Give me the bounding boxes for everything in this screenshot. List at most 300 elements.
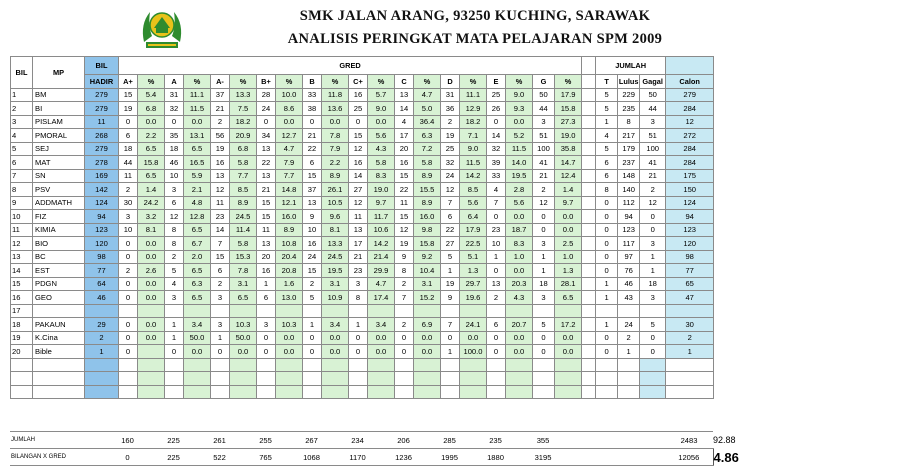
grade-count: 19 <box>395 237 414 251</box>
empty-cell <box>506 372 533 386</box>
grade-count <box>349 304 368 318</box>
row-number: 5 <box>11 142 33 156</box>
grade-percent: 15.2 <box>414 291 441 305</box>
grade-percent: 0.0 <box>555 345 582 359</box>
empty-cell <box>640 385 666 399</box>
grade-percent: 5.6 <box>460 196 487 210</box>
total-gagal: 0 <box>640 210 666 224</box>
total-lulus: 97 <box>618 250 640 264</box>
grade-percent: 10.9 <box>322 291 349 305</box>
grade-percent: 11.5 <box>184 102 211 116</box>
total-calon: 150 <box>666 183 714 197</box>
empty-cell <box>322 372 349 386</box>
blank-cell <box>582 196 596 210</box>
bil-hadir-value: 98 <box>85 250 119 264</box>
grade-col-header: D <box>441 75 460 89</box>
grade-percent: 0.0 <box>184 115 211 129</box>
grade-percent: 0.0 <box>368 115 395 129</box>
grade-count: 19 <box>119 102 138 116</box>
grade-count <box>487 304 506 318</box>
grade-percent <box>322 304 349 318</box>
grade-count: 7 <box>441 318 460 332</box>
total-gagal: 12 <box>640 196 666 210</box>
total-t: 6 <box>596 169 618 183</box>
grade-percent: 28.1 <box>555 277 582 291</box>
subject-row <box>11 156 714 170</box>
report-subtitle: ANALISIS PERINGKAT MATA PELAJARAN SPM 2009 <box>287 31 663 47</box>
empty-cell <box>666 358 714 372</box>
row-number: 6 <box>11 156 33 170</box>
grade-total: 234 <box>348 432 367 449</box>
total-gagal: 21 <box>640 169 666 183</box>
grade-percent: 17.9 <box>460 223 487 237</box>
grade-count: 10 <box>165 169 184 183</box>
blank-cell <box>582 318 596 332</box>
total-lulus: 148 <box>618 169 640 183</box>
grade-count: 13 <box>303 196 322 210</box>
grade-percent: 5.7 <box>368 88 395 102</box>
total-t: 0 <box>596 345 618 359</box>
grade-percent: 9.0 <box>368 102 395 116</box>
empty-cell <box>555 385 582 399</box>
empty-cell <box>533 385 555 399</box>
total-gagal: 1 <box>640 250 666 264</box>
blank-cell <box>582 291 596 305</box>
total-calon: 175 <box>666 169 714 183</box>
grade-percent: 10.3 <box>276 318 303 332</box>
grade-count: 6 <box>303 156 322 170</box>
col-bil-hadir-header-top: BIL <box>85 57 119 75</box>
grade-percent: 0.0 <box>322 115 349 129</box>
calon-header-top <box>666 57 714 75</box>
empty-cell <box>414 358 441 372</box>
grade-col-header: % <box>460 75 487 89</box>
spacer-cell <box>617 432 639 449</box>
bil-hadir-value: 29 <box>85 318 119 332</box>
grade-count: 3 <box>211 318 230 332</box>
grade-percent: 8.9 <box>414 169 441 183</box>
subject-row <box>11 142 714 156</box>
spacer-cell <box>229 449 256 466</box>
grade-count: 7 <box>395 291 414 305</box>
grade-percent: 2.5 <box>555 237 582 251</box>
grade-percent: 24.1 <box>460 318 487 332</box>
grade-percent: 4.7 <box>414 88 441 102</box>
grade-count: 3 <box>165 291 184 305</box>
grade-count: 22 <box>441 223 460 237</box>
grade-count: 21 <box>257 183 276 197</box>
grade-percent: 0.0 <box>138 115 165 129</box>
grade-col-header: B <box>303 75 322 89</box>
empty-cell <box>487 385 506 399</box>
grade-count: 2 <box>119 183 138 197</box>
grade-count: 0 <box>257 115 276 129</box>
grade-count: 56 <box>211 129 230 143</box>
grade-count: 22 <box>303 142 322 156</box>
grade-col-header: % <box>322 75 349 89</box>
grade-percent <box>276 304 303 318</box>
grade-percent: 9.0 <box>460 142 487 156</box>
grade-percent: 2.0 <box>184 250 211 264</box>
grade-count: 5 <box>303 291 322 305</box>
grade-percent <box>138 304 165 318</box>
grade-percent: 14.2 <box>368 237 395 251</box>
spacer-cell <box>581 449 595 466</box>
grade-percent: 0.0 <box>276 331 303 345</box>
grade-percent: 7.8 <box>230 264 257 278</box>
grade-count: 16 <box>257 264 276 278</box>
grade-count: 20 <box>395 142 414 156</box>
grade-count: 15 <box>303 169 322 183</box>
grade-count: 16 <box>211 156 230 170</box>
grade-total: 1880 <box>486 449 505 466</box>
empty-cell <box>395 358 414 372</box>
total-gagal: 0 <box>640 345 666 359</box>
grade-percent: 0.0 <box>184 345 211 359</box>
empty-cell <box>618 358 640 372</box>
blank-cell <box>582 183 596 197</box>
spacer-cell <box>229 432 256 449</box>
grade-percent: 8.5 <box>460 183 487 197</box>
grade-percent: 19.5 <box>322 264 349 278</box>
total-t: 0 <box>596 223 618 237</box>
grade-count: 16 <box>303 237 322 251</box>
total-gagal: 5 <box>640 318 666 332</box>
spacer-cell <box>137 449 164 466</box>
spacer-cell <box>581 432 595 449</box>
grade-percent: 6.3 <box>414 129 441 143</box>
grade-count: 8 <box>349 291 368 305</box>
grade-count: 14 <box>395 102 414 116</box>
grade-count: 2 <box>211 277 230 291</box>
grade-percent: 8.6 <box>276 102 303 116</box>
spacer-cell <box>321 432 348 449</box>
grade-count: 7 <box>487 196 506 210</box>
grade-percent: 36.4 <box>414 115 441 129</box>
blank-cell <box>582 277 596 291</box>
empty-cell <box>395 385 414 399</box>
empty-cell <box>11 372 33 386</box>
grade-percent: 2.6 <box>138 264 165 278</box>
grade-count: 8 <box>165 237 184 251</box>
grade-count: 21 <box>349 250 368 264</box>
grade-percent: 20.7 <box>506 318 533 332</box>
report-header <box>0 0 910 55</box>
empty-cell <box>211 372 230 386</box>
total-lulus <box>618 304 640 318</box>
total-gagal: 3 <box>640 237 666 251</box>
grade-analysis-table <box>10 56 714 399</box>
blank-cell <box>582 115 596 129</box>
empty-row <box>11 372 714 386</box>
grade-count: 51 <box>533 129 555 143</box>
subject-name: BI <box>33 102 85 116</box>
total-calon: 123 <box>666 223 714 237</box>
grade-count: 7 <box>441 196 460 210</box>
subject-row <box>11 129 714 143</box>
grade-count: 19 <box>441 277 460 291</box>
grade-percent: 5.8 <box>230 237 257 251</box>
grade-count: 8 <box>395 264 414 278</box>
grade-percent: 15.5 <box>414 183 441 197</box>
total-t: 4 <box>596 129 618 143</box>
empty-cell <box>119 385 138 399</box>
bil-hadir-value: 268 <box>85 129 119 143</box>
spacer-cell <box>275 449 302 466</box>
empty-cell <box>368 385 395 399</box>
grade-percent: 0.0 <box>138 291 165 305</box>
grade-count: 6 <box>487 318 506 332</box>
grade-total: 225 <box>164 432 183 449</box>
grade-count: 18 <box>119 142 138 156</box>
grade-percent: 13.6 <box>322 102 349 116</box>
grade-percent: 8.3 <box>506 237 533 251</box>
grade-count: 12 <box>349 142 368 156</box>
grade-count: 12 <box>533 196 555 210</box>
col-bil-header: BIL <box>11 57 33 89</box>
grade-count: 15 <box>395 210 414 224</box>
bil-hadir-value: 279 <box>85 142 119 156</box>
grade-percent: 24.5 <box>230 210 257 224</box>
grade-count: 1 <box>349 318 368 332</box>
grade-count: 6 <box>119 129 138 143</box>
grade-percent: 0.0 <box>138 318 165 332</box>
total-calon: 2 <box>666 331 714 345</box>
grade-percent: 1.6 <box>276 277 303 291</box>
grade-count: 31 <box>165 88 184 102</box>
grade-total: 261 <box>210 432 229 449</box>
empty-cell <box>582 385 596 399</box>
grade-percent: 6.8 <box>138 102 165 116</box>
grade-col-header: A+ <box>119 75 138 89</box>
spacer-cell <box>413 432 440 449</box>
grade-percent: 0.0 <box>506 345 533 359</box>
blank-cell <box>582 102 596 116</box>
empty-cell <box>618 372 640 386</box>
empty-cell <box>368 372 395 386</box>
spacer-cell <box>639 449 665 466</box>
total-lulus: 2 <box>618 331 640 345</box>
bil-hadir-value: 120 <box>85 237 119 251</box>
empty-cell <box>368 358 395 372</box>
grade-total: 267 <box>302 432 321 449</box>
total-t: 0 <box>596 196 618 210</box>
grade-percent: 9.2 <box>414 250 441 264</box>
grade-percent: 12.8 <box>184 210 211 224</box>
total-calon: 94 <box>666 210 714 224</box>
grade-percent: 0.0 <box>322 331 349 345</box>
grade-percent: 16.5 <box>184 156 211 170</box>
row-number: 10 <box>11 210 33 224</box>
grade-count: 10 <box>119 223 138 237</box>
total-gagal: 1 <box>640 264 666 278</box>
grade-count: 0 <box>533 331 555 345</box>
grade-percent: 2.2 <box>138 129 165 143</box>
grade-count: 27 <box>349 183 368 197</box>
grade-count: 0 <box>349 345 368 359</box>
blank-cell <box>582 223 596 237</box>
grade-percent: 0.0 <box>414 345 441 359</box>
grade-count: 1 <box>533 250 555 264</box>
grade-total: 0 <box>118 449 137 466</box>
grade-count: 39 <box>487 156 506 170</box>
grade-percent: 5.6 <box>506 196 533 210</box>
subject-row <box>11 237 714 251</box>
total-calon: 284 <box>666 142 714 156</box>
gred-header: GRED <box>119 57 582 75</box>
blank-cell <box>582 304 596 318</box>
grade-percent: 1.0 <box>506 250 533 264</box>
grade-percent: 6.5 <box>555 291 582 305</box>
grade-percent: 0.0 <box>138 331 165 345</box>
grade-percent: 8.9 <box>230 196 257 210</box>
row-number: 20 <box>11 345 33 359</box>
empty-cell <box>257 372 276 386</box>
grade-count: 0 <box>119 331 138 345</box>
grade-count: 0 <box>487 264 506 278</box>
spacer-cell <box>459 449 486 466</box>
grade-count: 4 <box>165 277 184 291</box>
grade-count: 9 <box>395 250 414 264</box>
grade-count: 12 <box>349 196 368 210</box>
empty-cell <box>460 385 487 399</box>
empty-cell <box>618 385 640 399</box>
grade-count: 1 <box>441 345 460 359</box>
grade-percent: 20.8 <box>276 264 303 278</box>
grade-percent: 14.7 <box>555 156 582 170</box>
grade-percent: 0.0 <box>506 264 533 278</box>
grade-percent: 24.2 <box>138 196 165 210</box>
grade-percent <box>230 304 257 318</box>
grade-total: 160 <box>118 432 137 449</box>
grade-count: 16 <box>349 88 368 102</box>
grade-count: 2 <box>303 277 322 291</box>
grade-count: 24 <box>303 250 322 264</box>
grade-total: 235 <box>486 432 505 449</box>
grade-count: 27 <box>441 237 460 251</box>
bil-hadir-value: 279 <box>85 102 119 116</box>
row-number: 19 <box>11 331 33 345</box>
grade-count: 15 <box>211 250 230 264</box>
grade-count: 0 <box>303 345 322 359</box>
grade-percent: 6.5 <box>138 169 165 183</box>
empty-cell <box>11 358 33 372</box>
grade-count: 11 <box>349 210 368 224</box>
empty-cell <box>138 385 165 399</box>
grade-percent: 3.4 <box>368 318 395 332</box>
grade-percent: 7.2 <box>414 142 441 156</box>
subject-name: PSV <box>33 183 85 197</box>
grade-percent: 9.6 <box>322 210 349 224</box>
grade-count: 12 <box>395 223 414 237</box>
blank-cell <box>582 264 596 278</box>
grade-count: 34 <box>257 129 276 143</box>
empty-cell <box>303 385 322 399</box>
subject-name: PISLAM <box>33 115 85 129</box>
row-number: 18 <box>11 318 33 332</box>
grade-count: 0 <box>257 345 276 359</box>
grade-percent: 10.0 <box>276 88 303 102</box>
grade-count: 0 <box>487 115 506 129</box>
total-t: 5 <box>596 88 618 102</box>
grade-count: 9 <box>441 291 460 305</box>
school-title: SMK JALAN ARANG, 93250 KUCHING, SARAWAK <box>299 8 651 24</box>
grade-percent: 27.3 <box>555 115 582 129</box>
blank-cell <box>582 250 596 264</box>
grade-count: 19 <box>211 142 230 156</box>
grade-percent: 5.8 <box>414 156 441 170</box>
calon-total: 12056 <box>665 449 713 466</box>
grade-percent: 14.0 <box>506 156 533 170</box>
grade-percent: 13.3 <box>322 237 349 251</box>
grade-total: 1995 <box>440 449 459 466</box>
empty-cell <box>138 372 165 386</box>
empty-cell <box>230 358 257 372</box>
grade-percent: 9.0 <box>506 88 533 102</box>
grade-percent: 0.0 <box>276 345 303 359</box>
grade-percent: 0.0 <box>555 210 582 224</box>
bil-hadir-value: 2 <box>85 331 119 345</box>
subject-name: SN <box>33 169 85 183</box>
empty-cell <box>582 358 596 372</box>
grade-percent <box>555 304 582 318</box>
grade-count <box>165 304 184 318</box>
grade-count: 22 <box>395 183 414 197</box>
grade-count: 2 <box>487 291 506 305</box>
grade-total: 285 <box>440 432 459 449</box>
grade-percent: 0.0 <box>506 210 533 224</box>
spacer-cell <box>183 432 210 449</box>
grade-count: 3 <box>211 291 230 305</box>
grade-count: 1 <box>165 331 184 345</box>
grade-percent <box>184 304 211 318</box>
grade-count: 32 <box>441 156 460 170</box>
grade-percent: 0.0 <box>138 277 165 291</box>
grade-count: 11 <box>257 223 276 237</box>
empty-cell <box>184 385 211 399</box>
grade-col-header: A <box>165 75 184 89</box>
blank-cell <box>582 169 596 183</box>
grade-total: 355 <box>532 432 554 449</box>
bil-hadir-value: 1 <box>85 345 119 359</box>
bil-hadir-value: 77 <box>85 264 119 278</box>
empty-cell <box>441 372 460 386</box>
grade-percent: 10.5 <box>322 196 349 210</box>
grade-percent: 7.1 <box>460 129 487 143</box>
grade-count: 25 <box>441 142 460 156</box>
grade-percent: 20.9 <box>230 129 257 143</box>
empty-cell <box>666 372 714 386</box>
total-lulus: 179 <box>618 142 640 156</box>
grade-percent: 7.7 <box>276 169 303 183</box>
grade-count: 13 <box>257 142 276 156</box>
total-lulus: 46 <box>618 277 640 291</box>
grade-count: 24 <box>441 169 460 183</box>
grade-percent: 4.7 <box>368 277 395 291</box>
grade-count: 1 <box>303 318 322 332</box>
spacer-cell <box>595 449 617 466</box>
row-number: 15 <box>11 277 33 291</box>
grade-percent: 2.2 <box>322 156 349 170</box>
subject-name: MAT <box>33 156 85 170</box>
grade-count: 15 <box>395 169 414 183</box>
empty-cell <box>640 372 666 386</box>
grade-percent: 8.5 <box>230 183 257 197</box>
total-gagal: 100 <box>640 142 666 156</box>
grade-percent: 5.9 <box>184 169 211 183</box>
grade-percent: 0.0 <box>322 345 349 359</box>
grade-percent: 9.8 <box>414 223 441 237</box>
